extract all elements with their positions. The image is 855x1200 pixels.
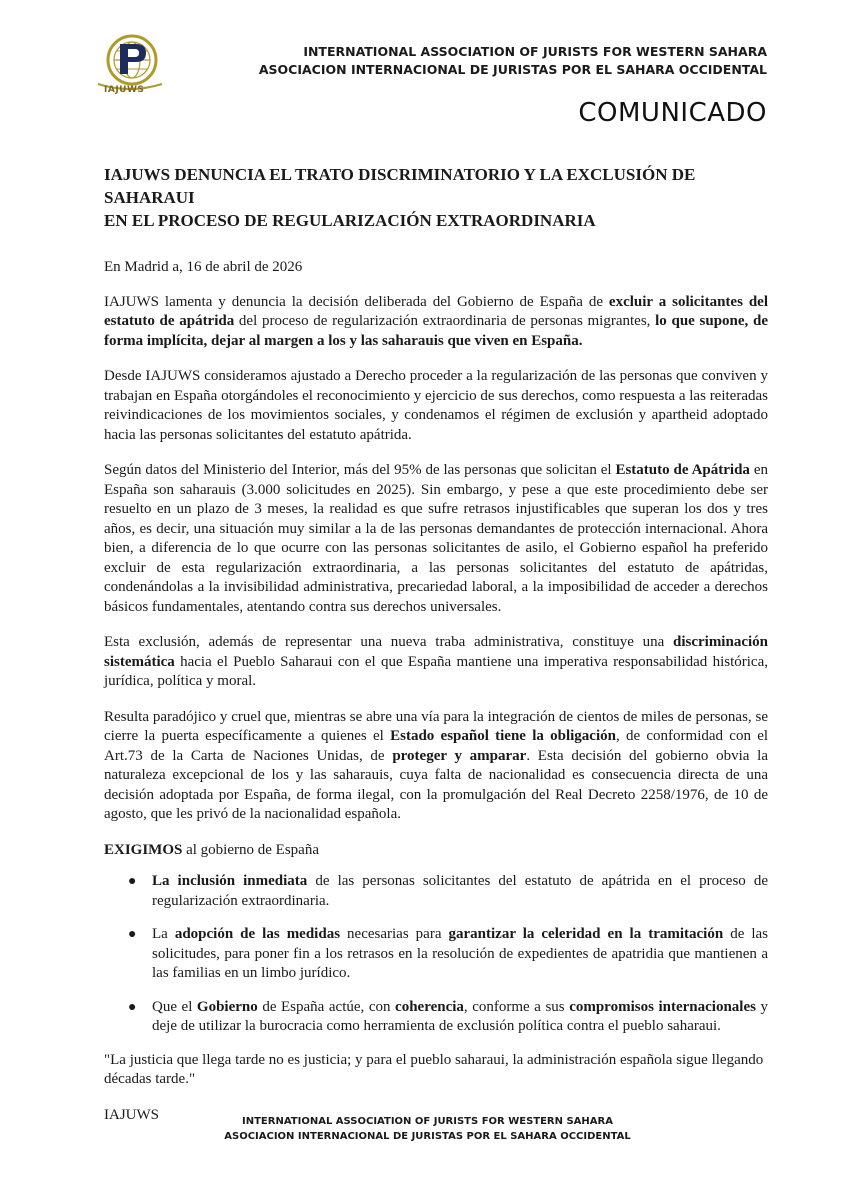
bullet-icon: ● bbox=[128, 874, 137, 889]
text-run: y deje de utilizar la burocracia como herramienta de exclusión política contra el pueblo saharaui. bbox=[152, 998, 769, 1034]
bold-run: coherencia bbox=[395, 998, 464, 1015]
bold-run: Gobierno bbox=[196, 998, 258, 1015]
text-run: de España actúe, con bbox=[257, 998, 396, 1015]
bold-run: discriminación sistemática bbox=[104, 634, 768, 670]
text-run: hacia el Pueblo Saharaui con el que España mantiene una imperativa responsabilidad histórica, jurídica, política y moral. bbox=[104, 653, 768, 689]
text-run: IAJUWS lamenta y denuncia la decisión deliberada del Gobierno de España de bbox=[104, 293, 609, 310]
footer-org-english: INTERNATIONAL ASSOCIATION OF JURISTS FOR WESTERN SAHARA bbox=[242, 1116, 613, 1127]
text-run: Que el bbox=[152, 998, 197, 1015]
logo-text: IAJUWS bbox=[104, 85, 145, 95]
bullet-icon: ● bbox=[128, 927, 137, 942]
text-run: en España son saharauis (3.000 solicitudes en 2025). Sin embargo, y pese a que este procedimiento debe ser resuelto en un plazo de 3 meses, la realidad es que sufre retrasos injustificables que superan los dos y tres años, es decir, una situación muy similar a la de las personas demandantes de protección internacional. Ahora bien, a diferencia de lo que ocurre con las personas solicitantes de asilo, el Gobierno español ha preferido excluir de esta regularización extraordinaria, a las personas solicitantes del estatuto de apátridas, condenándolas a la invisibilidad administrativa, precariedad laboral, a la imposibilidad de acceder a derechos básicos fundamentales, atentando contra sus derechos universales. bbox=[104, 462, 768, 615]
paragraph-2: Desde IAJUWS consideramos ajustado a Derecho proceder a la regularización de las personas que conviven y trabajan en España otorgándoles el reconocimiento y ejercicio de sus derechos, como respuesta a las reiteradas reivindicaciones de los movimientos sociales, y condenamos el régimen de exclusión y apartheid adoptado hacia las personas solicitantes del estatuto apátrida. bbox=[104, 368, 768, 443]
text-run: del proceso de regularización extraordinaria de personas migrantes, bbox=[234, 313, 656, 329]
text-run: , conforme a sus bbox=[463, 998, 570, 1015]
text-run: necesarias para bbox=[340, 926, 449, 942]
list-item bbox=[128, 925, 769, 984]
text-run: Esta exclusión, además de representar una nueva traba administrativa, constituye una bbox=[104, 634, 673, 650]
paragraph-1 bbox=[104, 293, 768, 352]
org-name-spanish: ASOCIACION INTERNACIONAL DE JURISTAS POR EL SAHARA OCCIDENTAL bbox=[258, 62, 767, 77]
text-run: Según datos del Ministerio del Interior, más del 95% de las personas que solicitan el bbox=[104, 462, 616, 478]
document-title bbox=[104, 163, 764, 232]
bold-run: La inclusión inmediata bbox=[152, 873, 308, 889]
paragraph-3 bbox=[104, 461, 768, 617]
text-run: de las solicitudes, para poner fin a los retrasos en la resolución de expedientes de apatridia que mantienen a las familias en un limbo jurídico. bbox=[152, 926, 769, 981]
demand-intro bbox=[104, 841, 768, 861]
bold-run: garantizar la celeridad en la tramitación bbox=[448, 926, 724, 942]
text-run: de las personas solicitantes del estatuto de apátrida en el proceso de regularización extraordinaria. bbox=[152, 873, 768, 909]
text-run: La bbox=[152, 926, 175, 942]
bold-run: Estado español tiene la obligación bbox=[390, 728, 616, 744]
bold-run: proteger y amparar bbox=[392, 747, 527, 764]
bold-run: EXIGIMOS bbox=[104, 841, 183, 858]
signature: IAJUWS bbox=[104, 1106, 159, 1123]
paragraph-5 bbox=[104, 708, 768, 825]
text-run: Resulta paradójico y cruel que, mientras se abre una vía para la integración de cientos de miles de personas, se cierre la puerta específicamente a quienes el bbox=[104, 708, 768, 744]
letterhead bbox=[0, 0, 855, 140]
bold-run: excluir a solicitantes del estatuto de apátrida bbox=[104, 293, 769, 329]
title-line-1: IAJUWS DENUNCIA EL TRATO DISCRIMINATORIO Y LA EXCLUSIÓN DE SAHARAUI bbox=[104, 165, 696, 207]
document-body bbox=[104, 258, 768, 1141]
bold-run: adopción de las medidas bbox=[174, 926, 341, 942]
document-type-heading: COMUNICADO bbox=[578, 98, 767, 128]
org-name-english: INTERNATIONAL ASSOCIATION OF JURISTS FOR WESTERN SAHARA bbox=[303, 44, 767, 59]
bold-run: Estatuto de Apátrida bbox=[615, 462, 750, 478]
footer bbox=[0, 1114, 855, 1144]
bold-run: lo que supone, de forma implícita, dejar al margen a los y las saharauis que viven en España. bbox=[104, 313, 768, 349]
bold-run: compromisos internacionales bbox=[569, 998, 756, 1015]
bullet-icon: ● bbox=[128, 999, 137, 1015]
text-run: . Esta decisión del gobierno obvia la naturaleza excepcional de los y las saharauis, cuya falta de nacionalidad es consecuencia directa de una decisión adoptada por España, de forma ilegal, con la promulgación del Real Decreto 2258/1976, de 10 de agosto, que les privó de la nacionalidad española. bbox=[104, 747, 768, 822]
date-line: En Madrid a, 16 de abril de 2026 bbox=[104, 259, 303, 275]
demands-list bbox=[104, 872, 768, 1037]
list-item bbox=[128, 872, 768, 911]
text-run: , de conformidad con el Art.73 de la Carta de Naciones Unidas, de bbox=[104, 728, 769, 764]
closing-quote: "La justicia que llega tarde no es justicia; y para el pueblo saharaui, la administración española sigue llegando décadas tarde." bbox=[104, 1051, 764, 1087]
paragraph-4 bbox=[104, 633, 768, 692]
list-item bbox=[128, 998, 769, 1037]
text-run: al gobierno de España bbox=[182, 841, 319, 858]
title-line-2: EN EL PROCESO DE REGULARIZACIÓN EXTRAORDINARIA bbox=[104, 211, 596, 230]
footer-org-spanish: ASOCIACION INTERNACIONAL DE JURISTAS POR EL SAHARA OCCIDENTAL bbox=[224, 1131, 631, 1142]
